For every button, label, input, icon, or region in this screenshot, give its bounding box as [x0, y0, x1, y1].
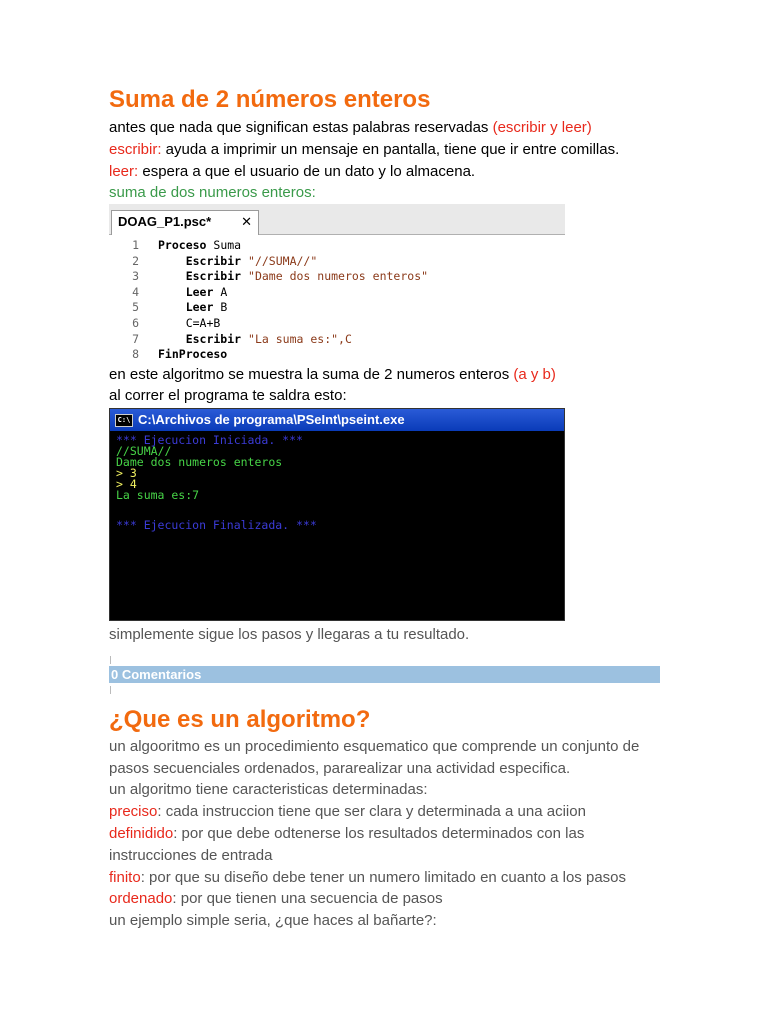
console-icon: C:\ [115, 414, 133, 427]
after-paragraph [109, 364, 556, 386]
line-number: 7 [132, 331, 139, 346]
code-keyword: Escribir [158, 331, 242, 346]
code-line [158, 254, 317, 268]
divider-tick [110, 656, 111, 664]
console-line: > 4 [116, 477, 137, 491]
code-keyword: Leer [158, 284, 214, 299]
leer-def: espera a que el usuario de un dato y lo almacena. [138, 163, 476, 180]
definido-definition-cont: instrucciones de entrada [109, 847, 273, 864]
code-text: A [213, 284, 228, 299]
console-line: > 3 [116, 466, 137, 480]
ordenado-term: ordenado [109, 890, 173, 907]
definido-definition [109, 823, 584, 845]
intro-highlight: (escribir y leer) [492, 119, 592, 136]
example-question: un ejemplo simple seria, ¿que haces al bañarte?: [109, 912, 437, 929]
code-line [158, 347, 227, 361]
line-number: 8 [132, 347, 139, 361]
comments-count[interactable]: 0 Comentarios [111, 667, 202, 682]
finito-definition [109, 867, 626, 889]
escribir-definition [109, 139, 619, 161]
code-keyword: Proceso [158, 238, 207, 252]
intro-paragraph [109, 117, 592, 139]
leer-term: leer: [109, 163, 139, 180]
line-number: 5 [132, 300, 139, 315]
s2-line: un algoritmo tiene caracteristicas determinadas: [109, 781, 428, 798]
code-line [158, 316, 220, 330]
code-text: Suma [206, 238, 242, 252]
closing-text: simplemente sigue los pasos y llegaras a tu resultado. [109, 626, 470, 643]
code-text [241, 332, 248, 346]
section2-title: ¿Que es un algoritmo? [109, 706, 371, 733]
code-line [158, 332, 352, 346]
code-line [158, 300, 227, 314]
comments-bar[interactable] [109, 666, 660, 683]
editor-tab-label: DOAG_P1.psc* [118, 214, 212, 229]
definido-def: : por que debe odtenerse los resultados determinados con las [173, 825, 585, 842]
after-highlight: (a y b) [513, 366, 556, 383]
code-text [241, 269, 248, 283]
code-text: C=A+B [158, 316, 221, 330]
preciso-term: preciso [109, 803, 158, 820]
close-icon: ✕ [241, 214, 252, 229]
section-title: Suma de 2 números enteros [109, 86, 431, 113]
console-line: Dame dos numeros enteros [116, 455, 283, 469]
console-line: La suma es:7 [116, 488, 200, 502]
finito-def: : por que su diseño debe tener un numero limitado en cuanto a los pasos [140, 869, 627, 886]
console-line: //SUMA// [116, 444, 172, 458]
intro-text: antes que nada que significan estas palabras reservadas [109, 119, 493, 136]
code-line [158, 269, 428, 283]
code-string: "Dame dos numeros enteros" [248, 269, 429, 284]
code-line [158, 285, 227, 299]
editor-tab [111, 210, 259, 235]
code-keyword: FinProceso [158, 347, 228, 361]
line-number: 2 [132, 253, 139, 268]
code-keyword: Escribir [158, 253, 242, 268]
escribir-def: ayuda a imprimir un mensaje en pantalla, tiene que ir entre comillas. [161, 141, 620, 158]
code-keyword: Leer [158, 300, 214, 315]
s2-line: un algooritmo es un procedimiento esquematico que comprende un conjunto de [109, 738, 640, 755]
leer-definition [109, 161, 475, 183]
code-text [241, 254, 248, 268]
console-line: *** Ejecucion Iniciada. *** [116, 433, 303, 447]
console-titlebar [110, 409, 565, 431]
run-text: al correr el programa te saldra esto: [109, 387, 347, 404]
console-title: C:\Archivos de programa\PSeInt\pseint.exe [138, 412, 405, 427]
line-number: 3 [132, 269, 139, 284]
divider-tick [110, 686, 111, 694]
editor-screenshot [109, 204, 565, 361]
preciso-definition [109, 801, 586, 823]
s2-line: pasos secuenciales ordenados, pararealizar una actividad especifica. [109, 760, 571, 777]
code-string: "La suma es:",C [248, 331, 352, 346]
code-keyword: Escribir [158, 269, 242, 284]
code-line [158, 238, 241, 252]
after-text: en este algoritmo se muestra la suma de 2 numeros enteros [109, 366, 514, 383]
preciso-def: : cada instruccion tiene que ser clara y determinada a una aciion [157, 803, 586, 820]
finito-term: finito [109, 869, 141, 886]
line-number: 4 [132, 284, 139, 299]
code-string: "//SUMA//" [248, 253, 318, 268]
code-text: B [213, 300, 228, 315]
ordenado-def: : por que tienen una secuencia de pasos [172, 890, 443, 907]
definido-term: definidido [109, 825, 174, 842]
line-number: 1 [132, 238, 139, 252]
editor-tabbar [109, 204, 565, 235]
console-line: *** Ejecucion Finalizada. *** [116, 518, 317, 532]
example-label: suma de dos numeros enteros: [109, 184, 316, 201]
ordenado-definition [109, 888, 443, 910]
escribir-term: escribir: [109, 141, 162, 158]
console-screenshot [109, 408, 565, 621]
line-number: 6 [132, 316, 139, 330]
